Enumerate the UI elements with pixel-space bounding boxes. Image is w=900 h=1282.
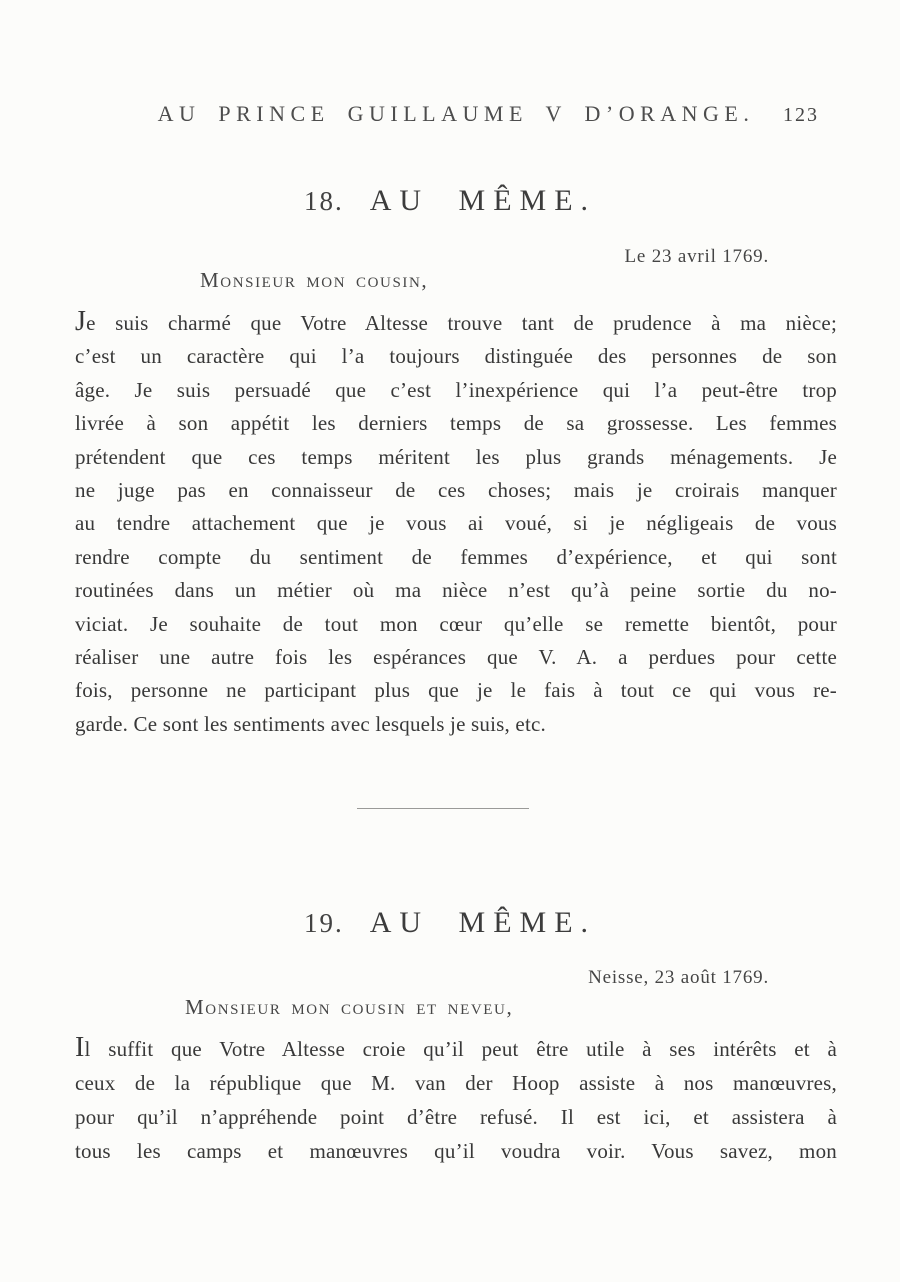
text-line: au tendre attachement que je vous ai voué, si je négligeais de vous: [75, 511, 837, 536]
letter-18-number: 18.: [303, 186, 344, 216]
letter-19-number: 19.: [303, 908, 344, 938]
letter-19-heading: [0, 906, 900, 940]
letter-19-title: AU MÊME.: [369, 906, 597, 939]
text-line: ne juge pas en connaisseur de ces choses; mais je croirais manquer: [75, 478, 837, 503]
text-line: prétendent que ces temps méritent les plus grands ménagements. Je: [75, 444, 837, 469]
running-header: [75, 101, 837, 131]
letter-18-title: AU MÊME.: [369, 184, 597, 217]
text-line: c’est un caractère qui l’a toujours distinguée des personnes de son: [75, 344, 837, 369]
letter-18-salutation: Monsieur mon cousin,: [200, 268, 429, 292]
text-line: Il suffit que Votre Altesse croie qu’il peut être utile à ses intérêts et à: [75, 1032, 837, 1063]
text-line: réaliser une autre fois les espérances que V. A. a perdues pour cette: [75, 645, 837, 670]
letter-18-heading: [0, 184, 900, 218]
letter-18-body: [75, 305, 837, 741]
text-line: pour qu’il n’appréhende point d’être refusé. Il est ici, et assistera à: [75, 1105, 837, 1129]
text-line: ceux de la république que M. van der Hoop assiste à nos manœuvres,: [75, 1071, 837, 1095]
letter-19-body: [75, 1031, 837, 1168]
page-number: 123: [783, 104, 819, 126]
letter-18-dateline: Le 23 avril 1769.: [624, 246, 769, 267]
running-header-title: AU PRINCE GUILLAUME V D’ORANGE.: [157, 101, 755, 126]
text-line: Je suis charmé que Votre Altesse trouve tant de prudence à ma nièce;: [75, 306, 837, 337]
text-line: âge. Je suis persuadé que c’est l’inexpérience qui l’a peut-être trop: [75, 377, 837, 402]
text-line: rendre compte du sentiment de femmes d’expérience, et qui sont: [75, 544, 837, 569]
section-divider-rule: [357, 808, 529, 809]
letter-19-dateline: Neisse, 23 août 1769.: [588, 967, 769, 988]
text-line: routinées dans un métier où ma nièce n’est qu’à peine sortie du no-: [75, 578, 837, 603]
letter-19-salutation: Monsieur mon cousin et neveu,: [185, 995, 514, 1019]
text-line: garde. Ce sont les sentiments avec lesquels je suis, etc.: [75, 711, 546, 736]
text-line: fois, personne ne participant plus que je le fais à tout ce qui vous re-: [75, 678, 837, 703]
text-line: livrée à son appétit les derniers temps de sa grossesse. Les femmes: [75, 411, 837, 436]
text-line: tous les camps et manœuvres qu’il voudra voir. Vous savez, mon: [75, 1139, 837, 1163]
text-line: viciat. Je souhaite de tout mon cœur qu’elle se remette bientôt, pour: [75, 611, 837, 636]
